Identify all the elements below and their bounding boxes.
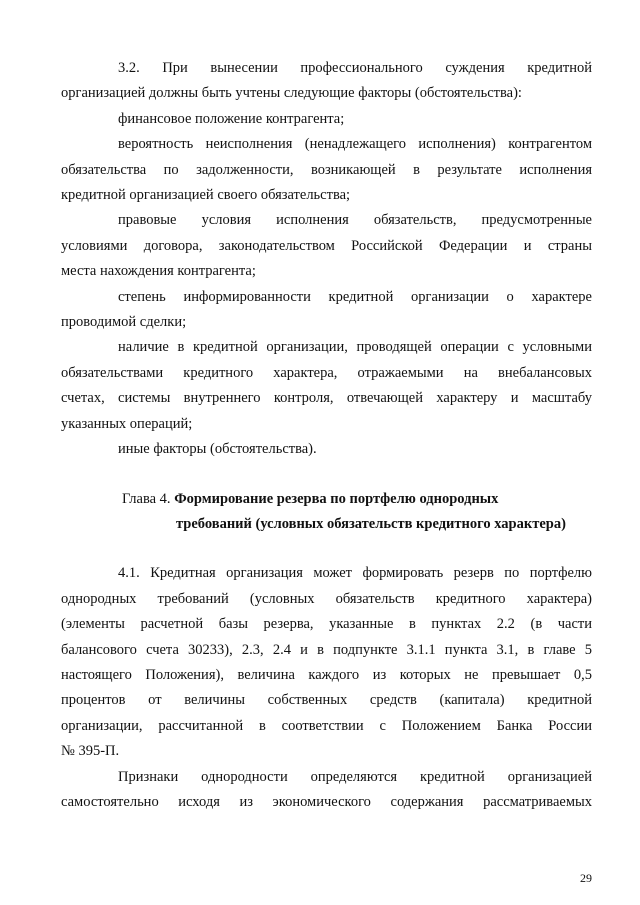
- text-line: 3.2. При вынесении профессионального суждения кредитной: [118, 60, 592, 76]
- text-line: организацией должны быть учтены следующие факторы (обстоятельства):: [61, 85, 522, 102]
- text-line: наличие в кредитной организации, проводящей операции с условными: [118, 339, 592, 356]
- chapter-prefix: Глава 4.: [122, 490, 175, 507]
- text-line: условиями договора, законодательством Российской Федерации и страны: [61, 237, 592, 254]
- chapter-title-line2: требований (условных обязательств кредитного характера): [176, 515, 566, 532]
- text-line: процентов от величины собственных средств (капитала) кредитной: [61, 692, 592, 709]
- text-line: проводимой сделки;: [61, 314, 187, 331]
- spacer: [118, 463, 592, 487]
- text-line: счетах, системы внутреннего контроля, отвечающей характеру и масштабу: [61, 390, 592, 407]
- paragraph-3-2: [61, 56, 592, 463]
- document-page: [61, 56, 592, 815]
- text-line: кредитной организацией своего обязательства;: [61, 187, 351, 204]
- text-line: самостоятельно исходя из экономического содержания рассматриваемых: [61, 793, 592, 810]
- text-line: № 395-П.: [61, 743, 120, 760]
- chapter-title-line1: Формирование резерва по портфелю однородных: [174, 490, 499, 507]
- text-line: Признаки однородности определяются кредитной организацией: [118, 768, 592, 785]
- text-line: степень информированности кредитной организации о характере: [118, 288, 592, 305]
- text-line: обязательства по задолженности, возникающей в результате исполнения: [61, 161, 592, 178]
- text-line: правовые условия исполнения обязательств, предусмотренные: [118, 212, 592, 229]
- text-line: иные факторы (обстоятельства).: [118, 441, 317, 458]
- text-line: однородных требований (условных обязательств кредитного характера): [61, 590, 592, 607]
- paragraph-4-1: [61, 561, 592, 815]
- spacer: [118, 537, 592, 561]
- text-line: организации, рассчитанной в соответствии с Положением Банка России: [61, 717, 592, 734]
- text-line: настоящего Положения), величина каждого из которых не превышает 0,5: [61, 666, 592, 683]
- chapter-heading: [118, 487, 592, 512]
- text-line: обязательствами кредитного характера, отражаемыми на внебалансовых: [61, 364, 592, 381]
- text-line: финансовое положение контрагента;: [118, 110, 345, 127]
- text-line: (элементы расчетной базы резерва, указанные в пунктах 2.2 (в части: [61, 616, 592, 633]
- text-line: 4.1. Кредитная организация может формировать резерв по портфелю: [118, 565, 592, 582]
- text-line: места нахождения контрагента;: [61, 263, 256, 280]
- text-line: указанных операций;: [61, 415, 193, 432]
- page-number: 29: [580, 871, 592, 885]
- text-line: вероятность неисполнения (ненадлежащего исполнения) контрагентом: [118, 136, 592, 153]
- text-line: балансового счета 30233), 2.3, 2.4 и в подпункте 3.1.1 пункта 3.1, в главе 5: [61, 641, 592, 658]
